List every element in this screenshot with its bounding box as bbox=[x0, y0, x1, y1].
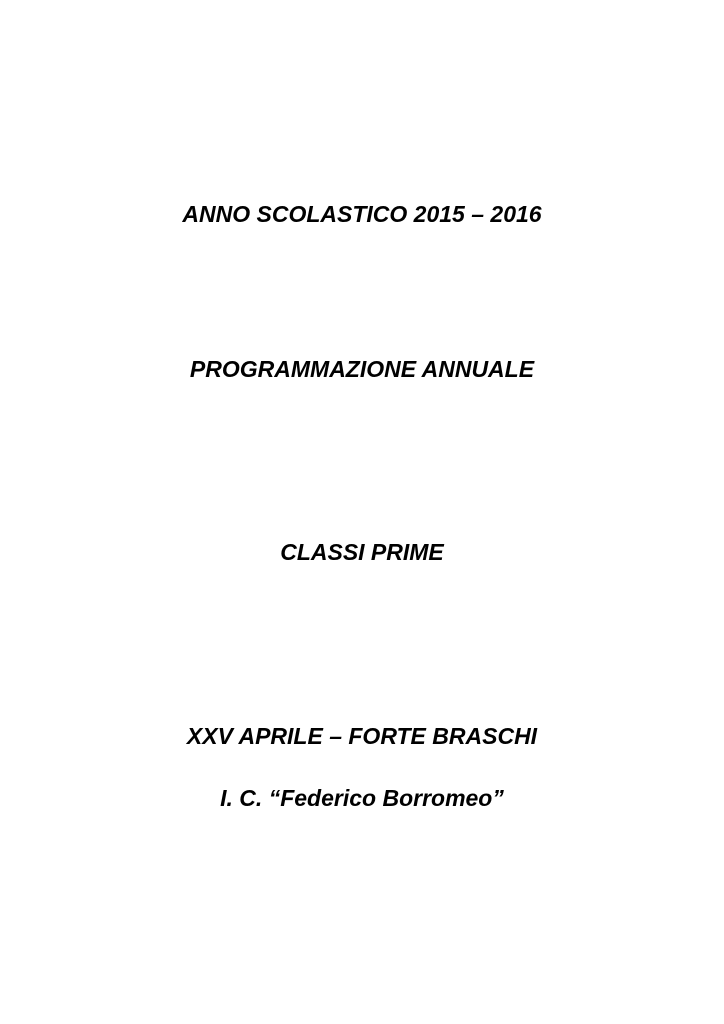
schools-heading: XXV APRILE – FORTE BRASCHI bbox=[186, 723, 538, 749]
classes-heading: CLASSI PRIME bbox=[280, 539, 444, 565]
document-title: PROGRAMMAZIONE ANNUALE bbox=[189, 356, 535, 382]
school-year-heading: ANNO SCOLASTICO 2015 – 2016 bbox=[182, 201, 542, 227]
institute-heading: I. C. “Federico Borromeo” bbox=[220, 785, 504, 811]
